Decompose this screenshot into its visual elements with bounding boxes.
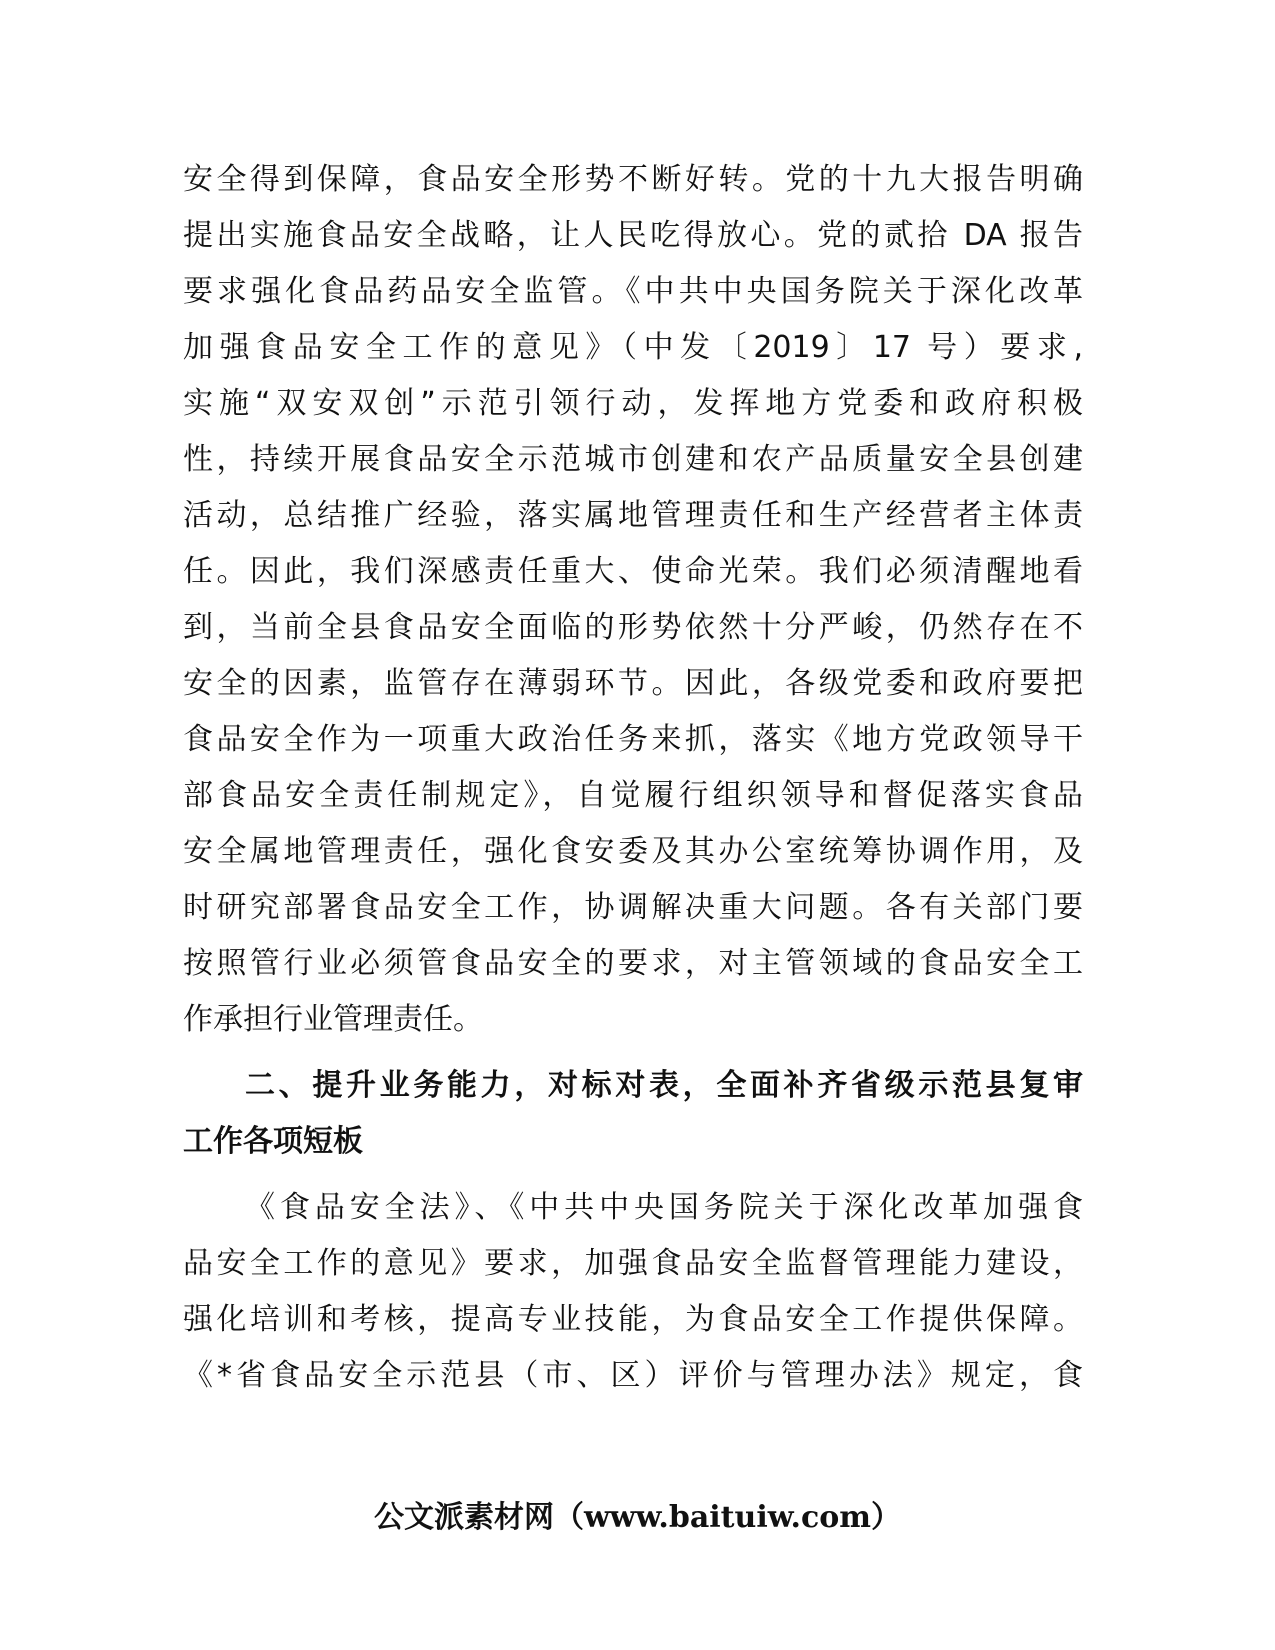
text-line: 部食品安全责任制规定》，自觉履行组织领导和督促落实食品: [183, 778, 1083, 813]
text-line: 作承担行业管理责任。: [183, 1002, 483, 1037]
text-line: 安全属地管理责任，强化食安委及其办公室统筹协调作用，及: [183, 834, 1083, 869]
text-line: 实施“双安双创”示范引领行动，发挥地方党委和政府积极: [183, 386, 1083, 421]
paragraph-spacing: [183, 1170, 1083, 1180]
text-line: 要求强化食品药品安全监管。《中共中央国务院关于深化改革: [183, 274, 1083, 309]
text-line: 品安全工作的意见》要求，加强食品安全监督管理能力建设，: [183, 1246, 1083, 1281]
paragraph-spacing: [183, 1048, 1083, 1058]
text-line: 到，当前全县食品安全面临的形势依然十分严峻，仍然存在不: [183, 610, 1083, 645]
text-line: 《*省食品安全示范县（市、区）评价与管理办法》规定，食: [183, 1358, 1083, 1393]
text-line: 任。因此，我们深感责任重大、使命光荣。我们必须清醒地看: [183, 554, 1083, 589]
text-line: 提出实施食品安全战略，让人民吃得放心。党的贰拾 DA 报告: [183, 218, 1083, 253]
document-body: [183, 152, 1083, 1404]
paragraph-2: [183, 1180, 1083, 1404]
text-line: 强化培训和考核，提高专业技能，为食品安全工作提供保障。: [183, 1302, 1083, 1337]
text-line: 活动，总结推广经验，落实属地管理责任和生产经营者主体责: [183, 498, 1083, 533]
heading-line: 工作各项短板: [183, 1124, 363, 1159]
text-line: 安全得到保障，食品安全形势不断好转。党的十九大报告明确: [183, 162, 1083, 197]
text-line: 安全的因素，监管存在薄弱环节。因此，各级党委和政府要把: [183, 666, 1083, 701]
paragraph-1: [183, 152, 1083, 1048]
heading-line: 二、提升业务能力，对标对表，全面补齐省级示范县复审: [245, 1068, 1083, 1103]
footer-watermark: 公文派素材网（www.baituiw.com）: [373, 1500, 902, 1535]
text-line: 性，持续开展食品安全示范城市创建和农产品质量安全县创建: [183, 442, 1083, 477]
text-line: 食品安全作为一项重大政治任务来抓，落实《地方党政领导干: [183, 722, 1083, 757]
text-line: 加强食品安全工作的意见》（中发〔2019〕17 号）要求,: [183, 330, 1083, 365]
section-heading: [183, 1058, 1083, 1170]
text-line: 《食品安全法》、《中共中央国务院关于深化改革加强食: [245, 1190, 1083, 1225]
text-line: 按照管行业必须管食品安全的要求，对主管领域的食品安全工: [183, 946, 1083, 981]
text-line: 时研究部署食品安全工作，协调解决重大问题。各有关部门要: [183, 890, 1083, 925]
